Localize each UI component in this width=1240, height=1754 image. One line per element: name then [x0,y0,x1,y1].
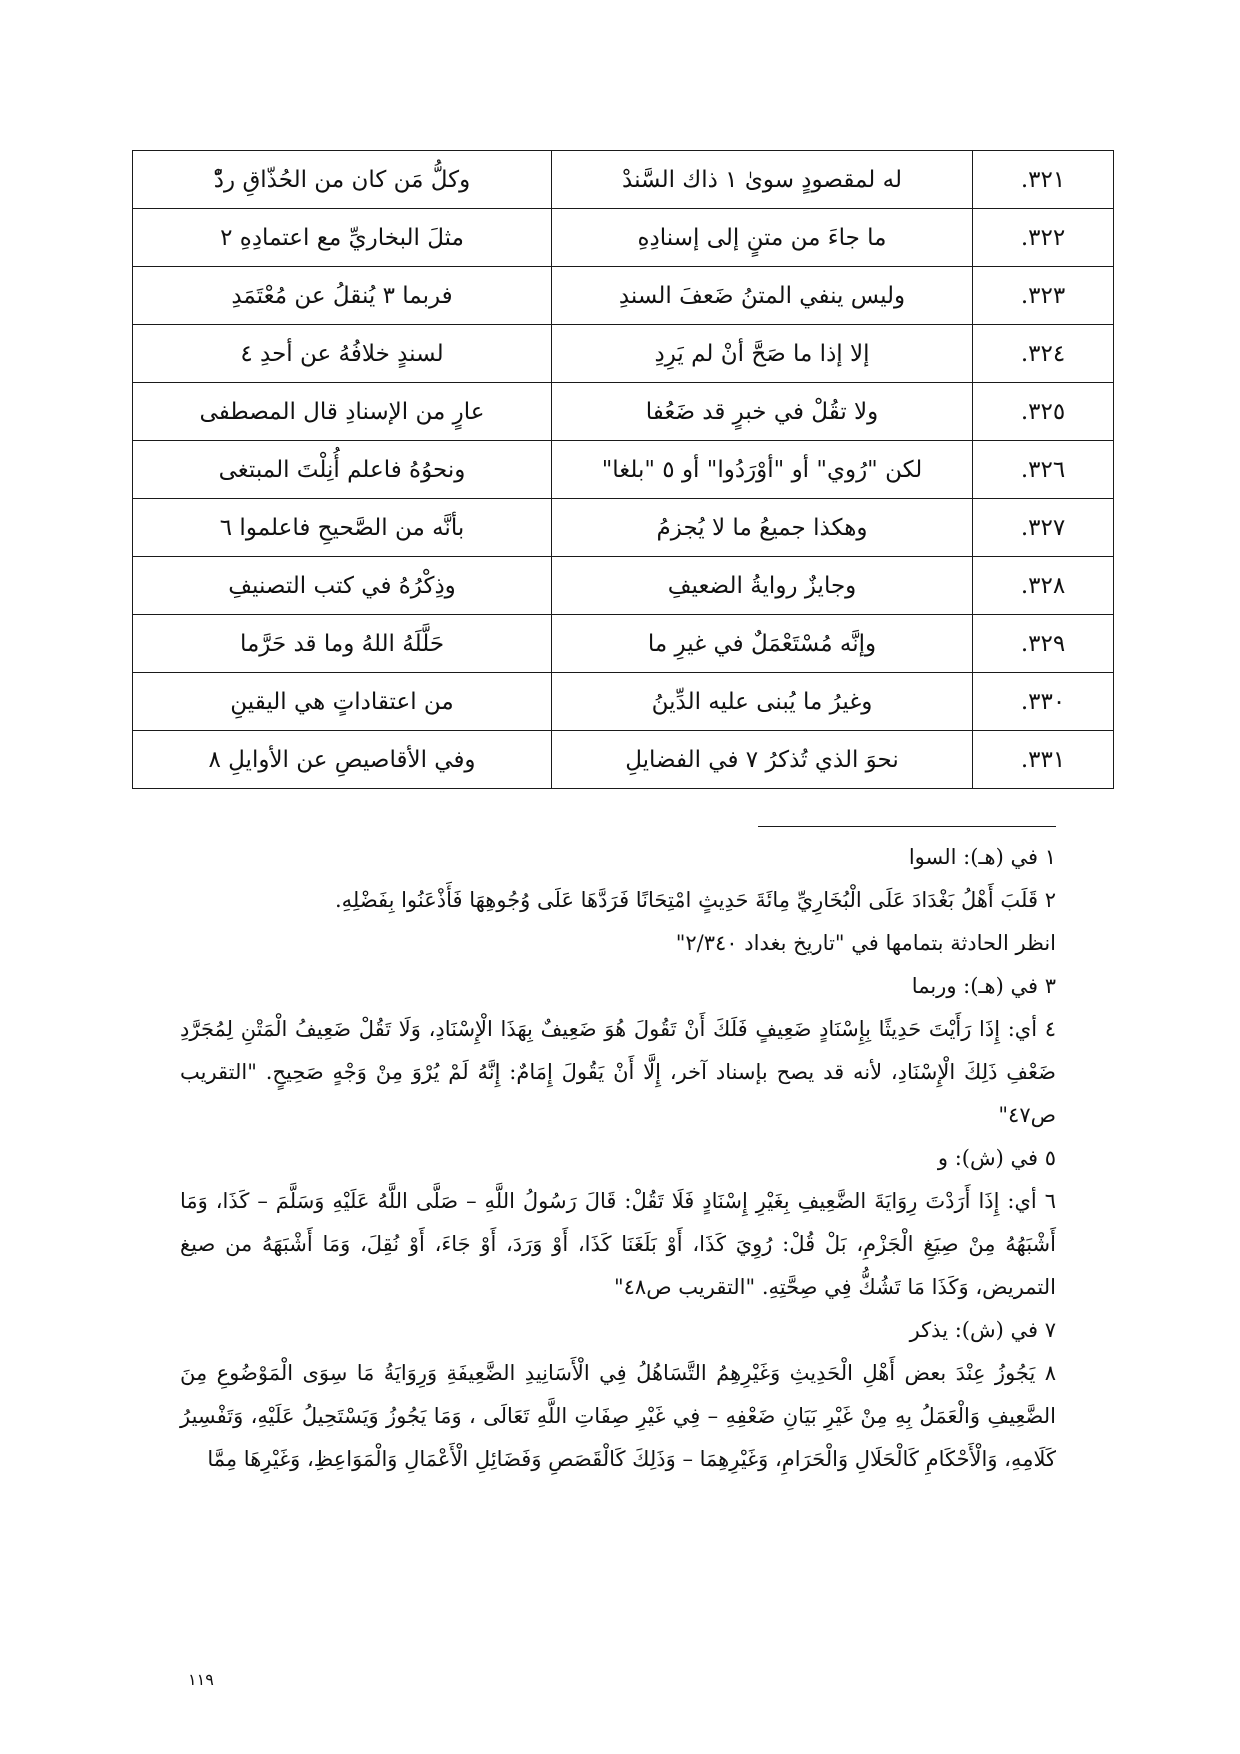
verse-first-hemistich: إلا إذا ما صَحَّ أنْ لم يَرِدِ [552,325,973,383]
verse-row [133,557,1114,615]
verse-second-hemistich: وكلُّ مَن كان من الحُذّاقِ ردّْ [133,151,552,209]
verse-number: ٣٢٨. [973,557,1114,615]
verse-second-hemistich: وفي الأقاصيصِ عن الأوايلِ ٨ [133,731,552,789]
verse-first-hemistich: وجايزٌ روايةُ الضعيفِ [552,557,973,615]
footnote [180,836,1056,879]
verse-second-hemistich: ونحوُهُ فاعلم أُنِلْتَ المبتغى [133,441,552,499]
footnote [180,879,1056,965]
verse-second-hemistich: عارٍ من الإسنادِ قال المصطفى [133,383,552,441]
verse-number: ٣٢٦. [973,441,1114,499]
verse-second-hemistich: بأنَّه من الصَّحيحِ فاعلموا ٦ [133,499,552,557]
verse-first-hemistich: وليس ينفي المتنُ ضَعفَ السندِ [552,267,973,325]
footnote-text: انظر الحادثة بتمامها في "تاريخ بغداد ٢/٣٤٠" [675,931,1056,955]
verse-number: ٣٣١. [973,731,1114,789]
verse-number: ٣٢٤. [973,325,1114,383]
verse-first-hemistich: ما جاءَ من متنٍ إلى إسنادِهِ [552,209,973,267]
footnote [180,1309,1056,1352]
verse-number: ٣٢٩. [973,615,1114,673]
footnote [180,965,1056,1008]
footnote [180,1008,1056,1137]
verse-first-hemistich: وإنَّه مُسْتَعْمَلٌ في غيرِ ما [552,615,973,673]
verse-second-hemistich: فربما ٣ يُنقلُ عن مُعْتَمَدِ [133,267,552,325]
verse-first-hemistich: ولا تقُلْ في خبرٍ قد ضَعُفا [552,383,973,441]
footnote-text: ٧ في (ش): يذكر [909,1318,1056,1342]
footnote-text: ٥ في (ش): و [937,1146,1056,1170]
verse-row [133,615,1114,673]
verse-second-hemistich: وذِكْرُهُ في كتب التصنيفِ [133,557,552,615]
footnote-text: ٣ في (هـ): وربما [911,974,1056,998]
footnote [180,1180,1056,1309]
footnote-text: ٢ قَلَبَ أَهْلُ بَغْدَادَ عَلَى الْبُخَارِيِّ مِائَةَ حَدِيثٍ امْتِحَانًا فَرَدَّهَا عَلَى وُجُوهِهَا فَأَذْعَنُوا بِفَضْلِهِ. [334,888,1056,912]
verse-second-hemistich: لسندٍ خلافُهُ عن أحدِ ٤ [133,325,552,383]
verse-second-hemistich: من اعتقاداتٍ هي اليقينِ [133,673,552,731]
verse-row [133,383,1114,441]
footnotes [180,836,1056,1481]
verse-row [133,267,1114,325]
verse-row [133,499,1114,557]
verse-first-hemistich: وغيرُ ما يُبنى عليه الدِّينُ [552,673,973,731]
verse-number: ٣٢١. [973,151,1114,209]
verse-first-hemistich: له لمقصودٍ سوىٰ ١ ذاك السَّندْ [552,151,973,209]
verse-first-hemistich: وهكذا جميعُ ما لا يُجزمُ [552,499,973,557]
verse-number: ٣٢٣. [973,267,1114,325]
verse-number: ٣٣٠. [973,673,1114,731]
verse-row [133,731,1114,789]
verse-second-hemistich: حَلَّلَهُ اللهُ وما قد حَرَّما [133,615,552,673]
verse-number: ٣٢٧. [973,499,1114,557]
verse-first-hemistich: نحوَ الذي تُذكرُ ٧ في الفضايلِ [552,731,973,789]
verse-first-hemistich: لكن "رُوي" أو "أوْرَدُوا" أو ٥ "بلغا" [552,441,973,499]
verse-number: ٣٢٥. [973,383,1114,441]
verse-second-hemistich: مثلَ البخاريِّ مع اعتمادِهِ ٢ [133,209,552,267]
footnote-separator [758,826,1056,827]
footnote-text: ٦ أي: إِذَا أَرَدْتَ رِوَايَةَ الضَّعِيفِ بِغَيْرِ إِسْنَادٍ فَلَا تَقُلْ: قَالَ رَسُولُ اللَّهِ – صَلَّى اللَّهُ عَلَيْهِ وَسَلَّمَ – كَذَا، وَمَا أَشْبَهُهُ مِنْ صِيَغِ الْجَزْمِ، بَلْ قُلْ: رُوِيَ كَذَا، أَوْ بَلَغَنَا كَذَا، أَوْ وَرَدَ، أَوْ جَاءَ، أَوْ نُقِلَ، وَمَا أَشْبَهَهُ من صيغ التمريض، وَكَذَا مَا تَشُكُّ فِي صِحَّتِهِ. "التقريب ص٤٨" [180,1189,1056,1299]
footnote-text: ٤ أي: إِذَا رَأَيْتَ حَدِيثًا بِإِسْنَادٍ ضَعِيفٍ فَلَكَ أَنْ تَقُولَ هُوَ ضَعِيفٌ بِهَذَا الْإِسْنَادِ، وَلَا تَقُلْ ضَعِيفُ الْمَتْنِ لِمُجَرَّدِ ضَعْفِ ذَلِكَ الْإِسْنَادِ، لأنه قد يصح بإسناد آخر، إِلَّا أَنْ يَقُولَ إِمَامٌ: إِنَّهُ لَمْ يُرْوَ مِنْ وَجْهٍ صَحِيحٍ. "التقريب ص٤٧" [180,1017,1056,1127]
verse-number: ٣٢٢. [973,209,1114,267]
verse-row [133,441,1114,499]
verse-row [133,673,1114,731]
footnote-text: ١ في (هـ): السوا [908,845,1056,869]
footnote [180,1137,1056,1180]
verse-table [132,150,1114,789]
page-number: ١١٩ [188,1670,214,1689]
verse-row [133,325,1114,383]
footnote [180,1352,1056,1481]
verse-row [133,209,1114,267]
footnote-text: ٨ يَجُوزُ عِنْدَ بعض أَهْلِ الْحَدِيثِ وَغَيْرِهِمُ التَّسَاهُلُ فِي الْأَسَانِيدِ الضَّعِيفَةِ وَرِوَايَةُ مَا سِوَى الْمَوْضُوعِ مِنَ الضَّعِيفِ وَالْعَمَلُ بِهِ مِنْ غَيْرِ بَيَانِ ضَعْفِهِ – فِي غَيْرِ صِفَاتِ اللَّهِ تَعَالَى ، وَمَا يَجُوزُ وَيَسْتَحِيلُ عَلَيْهِ، وَتَفْسِيرُ كَلَامِهِ، وَالْأَحْكَامِ كَالْحَلَالِ وَالْحَرَامِ، وَغَيْرِهِمَا – وَذَلِكَ كَالْقَصَصِ وَفَضَائِلِ الْأَعْمَالِ وَالْمَوَاعِظِ، وَغَيْرِهَا مِمَّا [180,1361,1056,1471]
verse-row [133,151,1114,209]
